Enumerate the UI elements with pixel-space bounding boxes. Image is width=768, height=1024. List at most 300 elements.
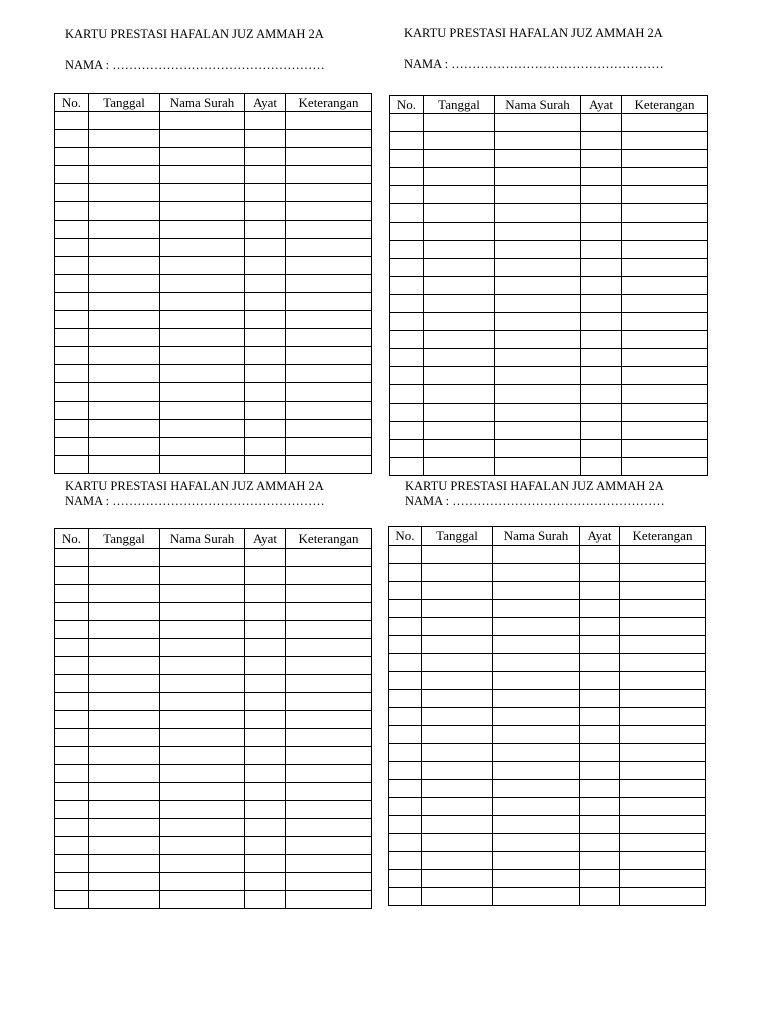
card-2-table — [389, 95, 708, 476]
cell-ayat — [580, 600, 620, 618]
table-row — [390, 439, 708, 457]
column-header-no: No. — [55, 94, 89, 112]
cell-keterangan — [622, 313, 708, 331]
cell-nama-surah — [160, 383, 245, 401]
cell-tanggal — [89, 112, 160, 130]
cell-ayat — [580, 852, 620, 870]
cell-ayat — [245, 729, 286, 747]
cell-no — [390, 114, 424, 132]
cell-keterangan — [286, 873, 372, 891]
column-header-tanggal: Tanggal — [424, 96, 495, 114]
column-header-no: No. — [389, 527, 422, 546]
cell-no — [389, 600, 422, 618]
cell-nama-surah — [495, 114, 581, 132]
cell-nama-surah — [160, 801, 245, 819]
cell-nama-surah — [493, 834, 580, 852]
cell-keterangan — [620, 600, 706, 618]
table-row — [55, 657, 372, 675]
cell-ayat — [580, 870, 620, 888]
cell-no — [389, 546, 422, 564]
cell-ayat — [245, 603, 286, 621]
cell-no — [55, 765, 89, 783]
cell-ayat — [580, 726, 620, 744]
cell-ayat — [580, 762, 620, 780]
card-3-name-line: NAMA : …………………………………………… — [65, 494, 325, 508]
cell-nama-surah — [160, 455, 245, 473]
cell-tanggal — [89, 437, 160, 455]
cell-ayat — [581, 222, 622, 240]
cell-nama-surah — [160, 220, 245, 238]
cell-keterangan — [620, 852, 706, 870]
cell-keterangan — [622, 168, 708, 186]
cell-no — [55, 256, 89, 274]
cell-keterangan — [286, 274, 372, 292]
cell-nama-surah — [495, 276, 581, 294]
cell-no — [390, 276, 424, 294]
cell-keterangan — [286, 675, 372, 693]
cell-nama-surah — [160, 729, 245, 747]
table-row — [389, 744, 706, 762]
cell-tanggal — [89, 747, 160, 765]
table-row — [389, 888, 706, 906]
cell-ayat — [245, 274, 286, 292]
cell-no — [55, 603, 89, 621]
cell-no — [55, 292, 89, 310]
cell-no — [55, 675, 89, 693]
table-row — [390, 186, 708, 204]
column-header-tanggal: Tanggal — [89, 529, 160, 549]
cell-nama-surah — [160, 855, 245, 873]
table-row — [390, 150, 708, 168]
cell-keterangan — [622, 132, 708, 150]
cell-nama-surah — [495, 150, 581, 168]
cell-no — [55, 819, 89, 837]
cell-tanggal — [424, 132, 495, 150]
cell-no — [55, 419, 89, 437]
cell-tanggal — [422, 654, 493, 672]
cell-tanggal — [89, 365, 160, 383]
cell-ayat — [581, 331, 622, 349]
cell-tanggal — [89, 292, 160, 310]
cell-keterangan — [286, 166, 372, 184]
cell-ayat — [245, 747, 286, 765]
cell-keterangan — [620, 798, 706, 816]
card-1-table — [54, 93, 372, 474]
table-row — [390, 276, 708, 294]
cell-keterangan — [286, 256, 372, 274]
cell-nama-surah — [493, 744, 580, 762]
cell-no — [390, 204, 424, 222]
cell-ayat — [581, 294, 622, 312]
cell-tanggal — [424, 204, 495, 222]
cell-nama-surah — [160, 819, 245, 837]
table-row — [55, 567, 372, 585]
table-row — [390, 132, 708, 150]
cell-no — [55, 693, 89, 711]
cell-tanggal — [422, 636, 493, 654]
cell-nama-surah — [160, 419, 245, 437]
cell-nama-surah — [160, 639, 245, 657]
column-header-nama-surah: Nama Surah — [493, 527, 580, 546]
cell-tanggal — [422, 726, 493, 744]
table-row — [55, 148, 372, 166]
cell-nama-surah — [495, 331, 581, 349]
cell-keterangan — [620, 726, 706, 744]
cell-nama-surah — [495, 168, 581, 186]
cell-keterangan — [622, 204, 708, 222]
cell-keterangan — [622, 222, 708, 240]
cell-tanggal — [422, 600, 493, 618]
cell-keterangan — [286, 765, 372, 783]
cell-no — [55, 455, 89, 473]
cell-no — [55, 329, 89, 347]
cell-keterangan — [286, 112, 372, 130]
cell-no — [55, 549, 89, 567]
cell-nama-surah — [495, 385, 581, 403]
table-row — [390, 240, 708, 258]
cell-no — [390, 132, 424, 150]
table-row — [55, 383, 372, 401]
cell-keterangan — [286, 401, 372, 419]
cell-tanggal — [89, 166, 160, 184]
cell-keterangan — [286, 711, 372, 729]
cell-tanggal — [424, 403, 495, 421]
cell-ayat — [245, 401, 286, 419]
cell-nama-surah — [160, 148, 245, 166]
cell-nama-surah — [160, 112, 245, 130]
cell-keterangan — [286, 729, 372, 747]
cell-tanggal — [89, 801, 160, 819]
table-row — [389, 546, 706, 564]
cell-ayat — [580, 672, 620, 690]
cell-keterangan — [286, 603, 372, 621]
cell-tanggal — [422, 618, 493, 636]
cell-ayat — [580, 888, 620, 906]
table-row — [389, 600, 706, 618]
cell-no — [390, 222, 424, 240]
card-3-title: KARTU PRESTASI HAFALAN JUZ AMMAH 2A — [65, 479, 324, 493]
cell-tanggal — [89, 693, 160, 711]
cell-tanggal — [422, 780, 493, 798]
cell-ayat — [245, 112, 286, 130]
cell-tanggal — [89, 711, 160, 729]
table-row — [390, 349, 708, 367]
cell-no — [55, 401, 89, 419]
cell-nama-surah — [160, 711, 245, 729]
cell-ayat — [245, 891, 286, 909]
table-row — [55, 238, 372, 256]
table-row — [55, 419, 372, 437]
table-row — [55, 311, 372, 329]
table-row — [389, 762, 706, 780]
cell-nama-surah — [160, 329, 245, 347]
cell-nama-surah — [160, 401, 245, 419]
cell-no — [390, 421, 424, 439]
cell-nama-surah — [493, 600, 580, 618]
table-row — [390, 313, 708, 331]
cell-keterangan — [286, 220, 372, 238]
cell-keterangan — [622, 294, 708, 312]
card-3-table — [54, 528, 372, 909]
cell-tanggal — [424, 276, 495, 294]
table-row — [389, 852, 706, 870]
cell-ayat — [245, 783, 286, 801]
cell-no — [55, 347, 89, 365]
cell-no — [55, 747, 89, 765]
cell-keterangan — [286, 238, 372, 256]
cell-keterangan — [286, 148, 372, 166]
cell-tanggal — [89, 729, 160, 747]
table-row — [389, 564, 706, 582]
cell-nama-surah — [160, 549, 245, 567]
cell-tanggal — [89, 621, 160, 639]
cell-tanggal — [89, 256, 160, 274]
cell-ayat — [245, 567, 286, 585]
cell-ayat — [245, 549, 286, 567]
cell-tanggal — [422, 564, 493, 582]
cell-nama-surah — [495, 204, 581, 222]
card-1-name-line: NAMA : …………………………………………… — [65, 58, 325, 72]
table-row — [55, 873, 372, 891]
cell-tanggal — [89, 329, 160, 347]
cell-ayat — [245, 765, 286, 783]
table-row — [55, 166, 372, 184]
cell-no — [55, 855, 89, 873]
cell-no — [390, 313, 424, 331]
cell-tanggal — [89, 765, 160, 783]
cell-tanggal — [422, 708, 493, 726]
cell-tanggal — [89, 891, 160, 909]
cell-keterangan — [620, 546, 706, 564]
cell-keterangan — [620, 690, 706, 708]
cell-nama-surah — [495, 294, 581, 312]
cell-tanggal — [424, 421, 495, 439]
cell-no — [390, 403, 424, 421]
cell-ayat — [245, 148, 286, 166]
cell-ayat — [581, 240, 622, 258]
cell-ayat — [581, 313, 622, 331]
table-row — [55, 455, 372, 473]
cell-keterangan — [286, 365, 372, 383]
table-row — [55, 729, 372, 747]
column-header-ayat: Ayat — [245, 529, 286, 549]
cell-tanggal — [89, 347, 160, 365]
cell-nama-surah — [493, 618, 580, 636]
cell-ayat — [581, 204, 622, 222]
cell-tanggal — [422, 888, 493, 906]
cell-nama-surah — [493, 672, 580, 690]
cell-ayat — [245, 455, 286, 473]
cell-ayat — [581, 168, 622, 186]
table-row — [389, 798, 706, 816]
cell-no — [390, 150, 424, 168]
cell-keterangan — [622, 186, 708, 204]
cell-nama-surah — [493, 762, 580, 780]
cell-ayat — [245, 130, 286, 148]
cell-ayat — [581, 186, 622, 204]
cell-nama-surah — [160, 130, 245, 148]
table-row — [55, 184, 372, 202]
table-row — [55, 130, 372, 148]
cell-nama-surah — [493, 546, 580, 564]
cell-ayat — [581, 258, 622, 276]
cell-tanggal — [424, 294, 495, 312]
card-2-title: KARTU PRESTASI HAFALAN JUZ AMMAH 2A — [404, 26, 663, 40]
cell-nama-surah — [493, 582, 580, 600]
cell-nama-surah — [160, 657, 245, 675]
table-row — [389, 708, 706, 726]
table-row — [55, 401, 372, 419]
table-row — [55, 292, 372, 310]
table-row — [390, 331, 708, 349]
cell-nama-surah — [493, 690, 580, 708]
cell-ayat — [581, 132, 622, 150]
cell-ayat — [245, 256, 286, 274]
cell-keterangan — [620, 762, 706, 780]
cell-nama-surah — [495, 403, 581, 421]
cell-tanggal — [424, 168, 495, 186]
table-row — [390, 204, 708, 222]
column-header-no: No. — [55, 529, 89, 549]
cell-no — [390, 439, 424, 457]
cell-no — [389, 870, 422, 888]
cell-tanggal — [89, 603, 160, 621]
table-row — [55, 675, 372, 693]
cell-no — [390, 367, 424, 385]
table-row — [390, 114, 708, 132]
table-row — [55, 765, 372, 783]
card-2-name-line: NAMA : …………………………………………… — [404, 57, 664, 71]
card-4-table — [388, 526, 706, 906]
cell-nama-surah — [493, 654, 580, 672]
cell-ayat — [581, 276, 622, 294]
cell-nama-surah — [160, 675, 245, 693]
cell-keterangan — [620, 870, 706, 888]
cell-no — [55, 891, 89, 909]
cell-keterangan — [620, 582, 706, 600]
cell-ayat — [245, 383, 286, 401]
cell-no — [55, 112, 89, 130]
cell-tanggal — [422, 762, 493, 780]
cell-ayat — [581, 457, 622, 475]
cell-keterangan — [286, 202, 372, 220]
cell-keterangan — [620, 816, 706, 834]
cell-no — [390, 457, 424, 475]
cell-no — [55, 311, 89, 329]
cell-keterangan — [286, 311, 372, 329]
cell-ayat — [580, 636, 620, 654]
cell-no — [55, 184, 89, 202]
table-row — [389, 672, 706, 690]
table-row — [389, 726, 706, 744]
cell-ayat — [581, 421, 622, 439]
cell-keterangan — [286, 329, 372, 347]
column-header-keterangan: Keterangan — [620, 527, 706, 546]
cell-no — [389, 654, 422, 672]
cell-keterangan — [286, 801, 372, 819]
cell-keterangan — [620, 888, 706, 906]
table-row — [55, 855, 372, 873]
cell-tanggal — [89, 274, 160, 292]
cell-ayat — [245, 419, 286, 437]
cell-nama-surah — [160, 437, 245, 455]
table-row — [55, 437, 372, 455]
cell-nama-surah — [160, 238, 245, 256]
cell-tanggal — [422, 816, 493, 834]
cell-ayat — [245, 837, 286, 855]
table-row — [55, 274, 372, 292]
cell-ayat — [581, 403, 622, 421]
table-row — [55, 711, 372, 729]
cell-ayat — [580, 816, 620, 834]
cell-ayat — [245, 873, 286, 891]
table-row — [55, 603, 372, 621]
table-row — [55, 256, 372, 274]
cell-tanggal — [89, 819, 160, 837]
cell-no — [389, 780, 422, 798]
cell-keterangan — [286, 657, 372, 675]
cell-tanggal — [422, 852, 493, 870]
cell-ayat — [245, 184, 286, 202]
cell-nama-surah — [160, 311, 245, 329]
cell-tanggal — [89, 585, 160, 603]
cell-ayat — [580, 582, 620, 600]
table-row — [390, 294, 708, 312]
column-header-tanggal: Tanggal — [422, 527, 493, 546]
cell-tanggal — [89, 783, 160, 801]
table-row — [390, 457, 708, 475]
cell-tanggal — [424, 186, 495, 204]
cell-ayat — [245, 819, 286, 837]
cell-keterangan — [620, 672, 706, 690]
cell-ayat — [245, 621, 286, 639]
cell-keterangan — [622, 240, 708, 258]
table-row — [55, 112, 372, 130]
cell-nama-surah — [160, 693, 245, 711]
cell-nama-surah — [160, 783, 245, 801]
cell-tanggal — [424, 439, 495, 457]
cell-no — [389, 834, 422, 852]
cell-ayat — [581, 367, 622, 385]
column-header-keterangan: Keterangan — [286, 529, 372, 549]
cell-no — [55, 783, 89, 801]
table-row — [55, 747, 372, 765]
cell-ayat — [580, 744, 620, 762]
cell-tanggal — [89, 639, 160, 657]
column-header-no: No. — [390, 96, 424, 114]
cell-tanggal — [422, 798, 493, 816]
cell-keterangan — [620, 780, 706, 798]
cell-no — [55, 837, 89, 855]
table-row — [55, 783, 372, 801]
cell-keterangan — [622, 276, 708, 294]
cell-tanggal — [89, 202, 160, 220]
table-row — [389, 690, 706, 708]
cell-no — [55, 801, 89, 819]
cell-tanggal — [422, 870, 493, 888]
cell-tanggal — [89, 657, 160, 675]
cell-tanggal — [422, 690, 493, 708]
cell-ayat — [580, 690, 620, 708]
cell-keterangan — [286, 130, 372, 148]
cell-no — [55, 238, 89, 256]
cell-keterangan — [620, 618, 706, 636]
cell-no — [55, 365, 89, 383]
table-row — [55, 220, 372, 238]
cell-ayat — [245, 639, 286, 657]
cell-ayat — [581, 385, 622, 403]
cell-ayat — [580, 834, 620, 852]
